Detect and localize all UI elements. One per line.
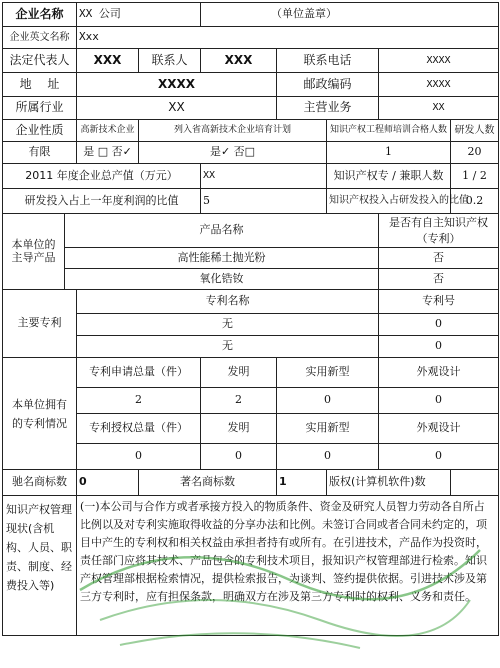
patents-name-header: 专利名称 [77,290,379,314]
output-label: 2011 年度企业总产值（万元） [3,164,201,189]
product-has-ip[interactable]: 否 [379,269,499,290]
company-en-label: 企业英文名称 [3,27,77,49]
plan-checkbox-value[interactable]: 是✓ 否□ [139,142,327,164]
grant-utility-label: 实用新型 [277,414,379,444]
postcode-value[interactable]: XXXX [379,73,499,97]
grant-invention-label: 发明 [201,414,277,444]
grant-invention-value[interactable]: 0 [201,444,277,470]
form-table [2,2,499,636]
main-business-label: 主营业务 [277,97,379,120]
rd-ratio-value[interactable]: 5 [201,189,327,214]
patent-number[interactable]: 0 [379,314,499,336]
apply-utility-label: 实用新型 [277,358,379,388]
nature-col-rd-staff: 研发人数 [451,120,499,142]
rd-ratio-label: 研发投入占上一年度利润的比值 [3,189,201,214]
apply-invention-label: 发明 [201,358,277,388]
company-name-value[interactable]: XX 公司 [77,3,201,27]
copyright-value[interactable] [451,470,499,496]
phone-value[interactable]: XXXX [379,49,499,73]
industry-value[interactable]: XX [77,97,277,120]
patent-number[interactable]: 0 [379,336,499,358]
contact-value[interactable]: XXX [201,49,277,73]
industry-label: 所属行业 [3,97,77,120]
ip-management-text[interactable]: (一)本公司与合作方或者承接方投入的物质条件、资金及研究人员智力劳动各自所占比例以及对专利实施取得收益的分享办法和比例。未签订合同或者合同未约定的，项目中产生的专利权和相关权益由承担者持有或所有。在引进技术，产品作为投资时，责任部门应将其技术、产品包含的专利技术项目，报知识产权管理部进行检索。知识产权管理部根据检索情况，提供检索报告，为谈判、签约提供依据。引进技术涉及第三方专利时，应有担保条款，明确双方在涉及第三方专利时的权利、义务和责任。 [77,496,499,636]
product-name[interactable]: 氧化锆钕 [65,269,379,290]
products-name-header: 产品名称 [65,214,379,248]
ip-management-label: 知识产权管理现状(含机构、人员、职责、制度、经费投入等) [3,496,77,636]
grant-total-value[interactable]: 0 [77,444,201,470]
product-has-ip[interactable]: 否 [379,248,499,269]
legal-rep-value[interactable]: XXX [77,49,139,73]
patent-stats-row-label: 本单位拥有的专利情况 [3,358,77,470]
famous-trademark-label: 驰名商标数 [3,470,77,496]
nature-col-plan: 列入省高新技术企业培育计划 [139,120,327,142]
nature-label: 企业性质 [3,120,77,142]
ip-ratio-label: 知识产权专 / 兼职人数 [327,164,451,189]
patent-name[interactable]: 无 [77,314,379,336]
rd-staff-value[interactable]: 20 [451,142,499,164]
apply-utility-value[interactable]: 0 [277,388,379,414]
apply-total-label: 专利申请总量（件） [77,358,201,388]
ip-invest-label: 知识产权投入占研发投入的比值 [327,189,451,214]
ip-invest-value[interactable]: 0.2 [451,189,499,214]
grant-total-label: 专利授权总量（件） [77,414,201,444]
apply-invention-value[interactable]: 2 [201,388,277,414]
patent-name[interactable]: 无 [77,336,379,358]
product-name[interactable]: 高性能稀土抛光粉 [65,248,379,269]
grant-utility-value[interactable]: 0 [277,444,379,470]
copyright-label: 版权(计算机软件)数 [327,470,451,496]
phone-label: 联系电话 [277,49,379,73]
well-known-trademark-label: 著名商标数 [139,470,277,496]
apply-design-label: 外观设计 [379,358,499,388]
grant-design-label: 外观设计 [379,414,499,444]
output-value[interactable]: XX [201,164,327,189]
legal-rep-label: 法定代表人 [3,49,77,73]
nature-col-hightech: 高新技术企业 [77,120,139,142]
nature-col-ip-staff: 知识产权工程师培训合格人数 [327,120,451,142]
company-seal-note: （单位盖章） [201,3,499,27]
patents-number-header: 专利号 [379,290,499,314]
products-row-label: 本单位的主导产品 [3,214,65,290]
famous-trademark-value[interactable]: 0 [77,470,139,496]
apply-total-value[interactable]: 2 [77,388,201,414]
products-ip-header: 是否有自主知识产权（专利） [379,214,499,248]
grant-design-value[interactable]: 0 [379,444,499,470]
address-value[interactable]: XXXX [77,73,277,97]
well-known-trademark-value[interactable]: 1 [277,470,327,496]
contact-label: 联系人 [139,49,201,73]
nature-row-label: 有限 [3,142,77,164]
ip-ratio-value[interactable]: 1 / 2 [451,164,499,189]
main-business-value[interactable]: XX [379,97,499,120]
address-label: 地 址 [3,73,77,97]
company-name-label: 企业名称 [3,3,77,27]
ip-staff-value[interactable]: 1 [327,142,451,164]
patents-row-label: 主要专利 [3,290,77,358]
company-en-value[interactable]: Xxx [77,27,499,49]
postcode-label: 邮政编码 [277,73,379,97]
apply-design-value[interactable]: 0 [379,388,499,414]
hightech-checkbox-value[interactable]: 是 □ 否✓ [77,142,139,164]
